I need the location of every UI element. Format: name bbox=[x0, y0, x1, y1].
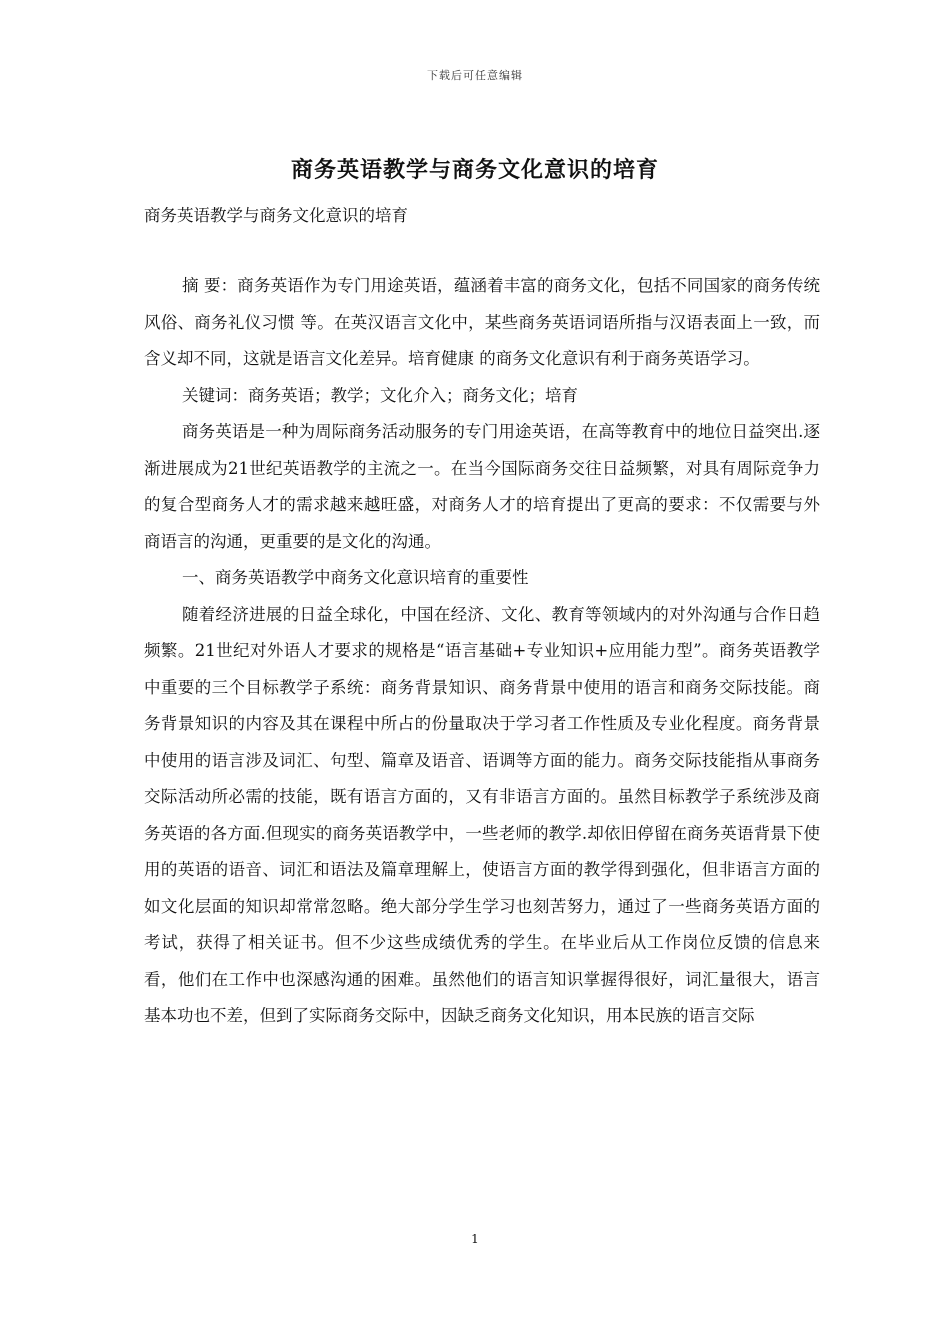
keywords-paragraph: 关键词：商务英语；教学；文化介入；商务文化；培育 bbox=[181, 385, 578, 405]
section-paragraph: 随着经济进展的日益全球化，中国在经济、文化、教育等领域内的对外沟通与合作日趋频繁。21世纪对外语人才要求的规格是“语言基础+专业知识+应用能力型”。商务英语教学中重要的三个目标教学子系统：商务背景知识、商务背景中使用的语言和商务交际技能。商务背景知识的内容及其在课程中所占的份量取决于学习者工作性质及专业化程度。商务背景中使用的语言涉及词汇、句型、篇章及语音、语调等方面的能力。商务交际技能指从事商务交际活动所必需的技能，既有语言方面的，又有非语言方面的。虽然目标教学子系统涉及商务英语的各方面.但现实的商务英语教学中，一些老师的教学.却依旧停留在商务英语背景下使用的英语的语音、词汇和语法及篇章理解上，使语言方面的教学得到强化，但非语言方面的如文化层面的知识却常常忽略。绝大部分学生学习也刻苦努力，通过了一些商务英语方面的考试，获得了相关证书。但不少这些成绩优秀的学生。在毕业后从工作岗位反馈的信息来看，他们在工作中也深感沟通的困难。虽然他们的语言知识掌握得很好，词汇量很大，语言基本功也不差，但到了实际商务交际中，因缺乏商务文化知识，用本民族的语言交际 bbox=[144, 604, 820, 1025]
intro-paragraph: 商务英语是一种为周际商务活动服务的专门用途英语，在高等教育中的地位日益突出.逐渐进展成为21世纪英语教学的主流之一。在当今国际商务交往日益频繁，对具有周际竞争力的复合型商务人才的需求越来越旺盛，对商务人才的培育提出了更高的要求：不仅需要与外商语言的沟通，更重要的是文化的沟通。 bbox=[144, 422, 820, 551]
abstract-paragraph: 摘 要：商务英语作为专门用途英语，蕴涵着丰富的商务文化，包括不同国家的商务传统风俗、商务礼仪习惯 等。在英汉语言文化中，某些商务英语词语所指与汉语表面上一致，而含义却不同，这就是语言文化差异。培育健康 的商务文化意识有利于商务英语学习。 bbox=[144, 276, 820, 368]
document-body bbox=[144, 268, 820, 1035]
section-heading: 一、商务英语教学中商务文化意识培育的重要性 bbox=[181, 568, 529, 587]
header-note: 下载后可任意编辑 bbox=[427, 69, 523, 82]
document-title: 商务英语教学与商务文化意识的培育 bbox=[290, 157, 659, 183]
page-number: 1 bbox=[471, 1232, 479, 1246]
document-subtitle: 商务英语教学与商务文化意识的培育 bbox=[144, 206, 408, 225]
